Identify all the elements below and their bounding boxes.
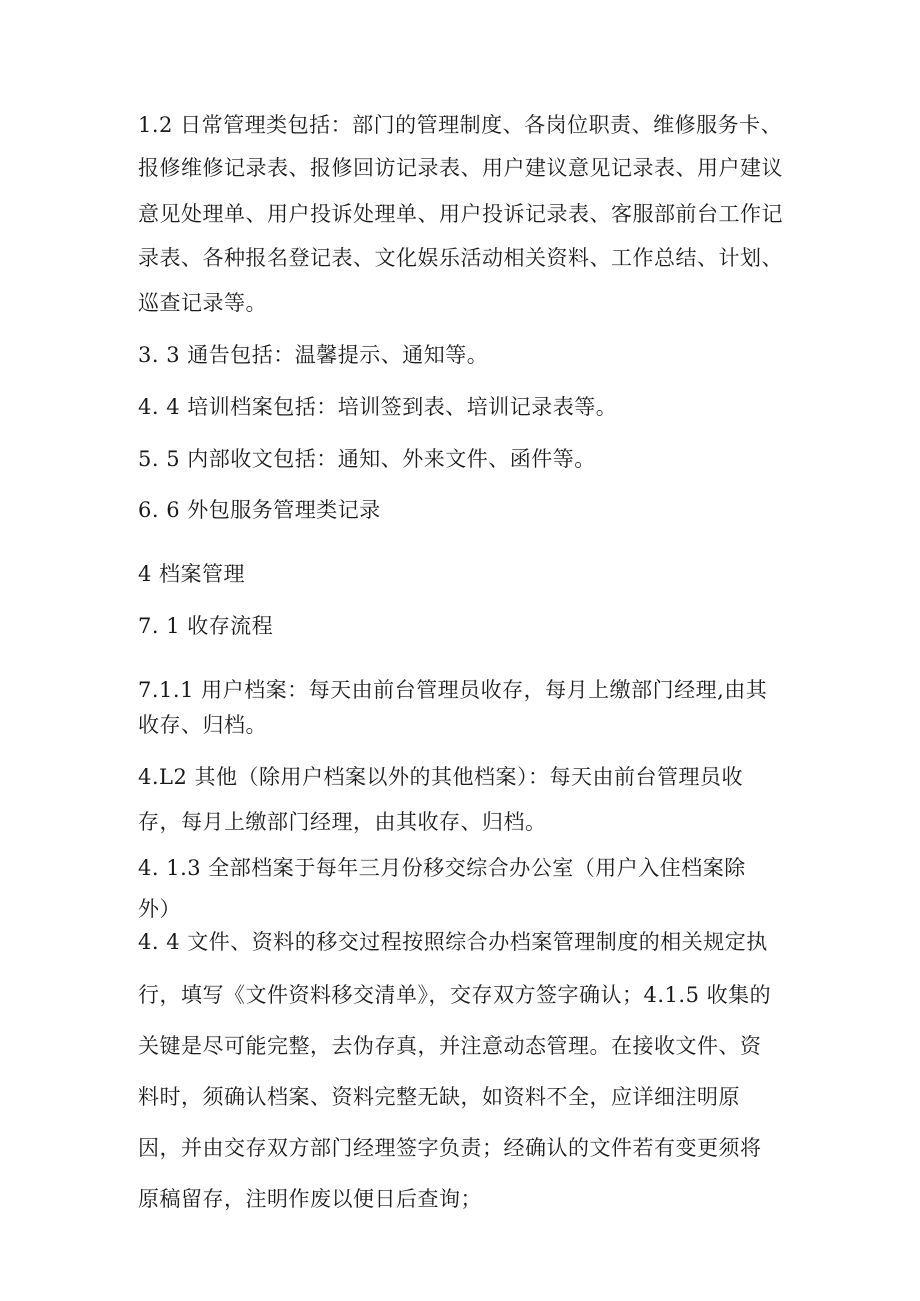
subsection-heading: 7. 1 收存流程 [138, 614, 274, 638]
text-line: 3. 3 通告包括：温馨提示、通知等。 [138, 343, 489, 367]
text-line: 关键是尽可能完整，去伪存真，并注意动态管理。在接收文件、资 [138, 1034, 762, 1058]
text-line: 收存、归档。 [138, 713, 267, 737]
text-line: 4. 4 培训档案包括：培训签到表、培训记录表等。 [138, 395, 618, 419]
text-line: 行，填写《文件资料移交清单》，交存双方签字确认；4.1.5 收集的 [138, 983, 772, 1007]
text-line: 料时，须确认档案、资料完整无缺，如资料不全，应详细注明原 [138, 1085, 740, 1109]
text-line: 4.L2 其他（除用户档案以外的其他档案）：每天由前台管理员收 [138, 765, 744, 789]
text-line: 4. 4 文件、资料的移交过程按照综合办档案管理制度的相关规定执 [138, 930, 768, 954]
text-line: 外） [138, 897, 181, 921]
text-line: 7.1.1 用户档案：每天由前台管理员收存，每月上缴部门经理,由其 [138, 678, 768, 702]
section-heading: 4 档案管理 [138, 562, 246, 586]
text-line: 因，并由交存双方部门经理签字负责；经确认的文件若有变更须将 [138, 1136, 762, 1160]
text-line: 报修维修记录表、报修回访记录表、用户建议意见记录表、用户建议 [138, 156, 783, 180]
text-line: 1.2 日常管理类包括：部门的管理制度、各岗位职责、维修服务卡、 [138, 113, 783, 137]
text-line: 意见处理单、用户投诉处理单、用户投诉记录表、客服部前台工作记 [138, 202, 783, 226]
text-line: 4. 1.3 全部档案于每年三月份移交综合办公室（用户入住档案除 [138, 856, 746, 880]
text-line: 存，每月上缴部门经理，由其收存、归档。 [138, 810, 547, 834]
text-line: 6. 6 外包服务管理类记录 [138, 498, 381, 522]
text-line: 5. 5 内部收文包括：通知、外来文件、函件等。 [138, 447, 596, 471]
text-line: 录表、各种报名登记表、文化娱乐活动相关资料、工作总结、计划、 [138, 246, 783, 270]
text-line: 巡查记录等。 [138, 291, 267, 315]
text-line: 原稿留存，注明作废以便日后查询； [138, 1187, 482, 1211]
